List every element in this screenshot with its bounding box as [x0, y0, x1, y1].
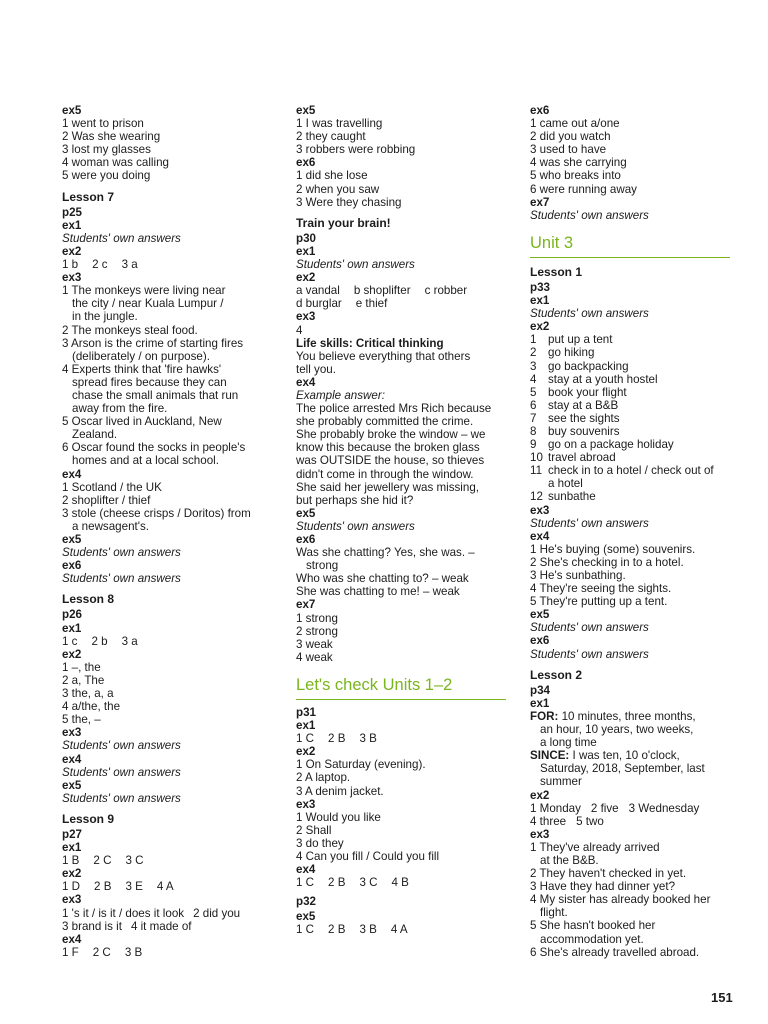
answer-line: 5 She hasn't booked her	[530, 919, 656, 933]
answer-line: Students' own answers	[530, 208, 649, 222]
answer-line: Students' own answers	[530, 621, 649, 635]
item-text: a hotel	[548, 477, 583, 491]
page-ref: p25	[62, 205, 82, 219]
numbered-row	[530, 346, 730, 359]
answer: 1 b	[62, 258, 79, 272]
exercise-label: ex4	[296, 375, 316, 389]
answer-line: 3 A denim jacket.	[296, 784, 384, 798]
answer-line: She said her jewellery was missing,	[296, 480, 479, 494]
answer: 1 D	[62, 880, 81, 894]
answer: 1 C	[296, 732, 315, 746]
answer-line: away from the fire.	[72, 402, 168, 416]
exercise-label: ex2	[62, 244, 82, 258]
exercise-label: ex3	[530, 503, 550, 517]
answer-line: 2 shoplifter / thief	[62, 493, 151, 507]
answer: 1 C	[296, 876, 315, 890]
exercise-label: ex5	[62, 778, 82, 792]
exercise-label: ex1	[62, 841, 82, 855]
answer-line: Students' own answers	[530, 307, 649, 321]
answer-line: Students' own answers	[296, 258, 415, 272]
answer-row	[62, 907, 274, 920]
item-text: go backpacking	[548, 359, 629, 373]
answer: e thief	[355, 297, 388, 311]
exercise-label: ex6	[530, 104, 550, 117]
page-ref: p34	[530, 683, 550, 697]
answer: d burglar	[296, 297, 342, 311]
answer-line: (deliberately / on purpose).	[72, 349, 210, 363]
numbered-row	[530, 373, 730, 386]
answer-line: 2 They haven't checked in yet.	[530, 867, 687, 881]
answer: 2 B	[328, 732, 346, 746]
exercise-label: ex4	[62, 752, 82, 766]
numbered-row	[530, 438, 730, 451]
for-label: FOR:	[530, 709, 559, 723]
answer-line: She probably broke the window – we	[296, 428, 486, 442]
answer: 2 C	[93, 854, 112, 868]
answer-line	[530, 749, 730, 762]
exercise-label: ex2	[530, 320, 550, 334]
answer-line: 1 He's buying (some) souvenirs.	[530, 542, 696, 556]
answer-line: 2 they caught	[296, 130, 366, 144]
answer-line: Students' own answers	[530, 647, 649, 661]
answer-row	[530, 815, 730, 828]
numbered-row	[530, 490, 730, 503]
answer: 1 F	[62, 945, 79, 959]
answer: 2 c	[92, 258, 108, 272]
answer: 1 C	[296, 923, 315, 937]
answer: 2 did you	[193, 906, 241, 920]
numbered-row	[530, 333, 730, 346]
numbered-row	[530, 464, 730, 477]
answer-line: 5 who breaks into	[530, 169, 621, 183]
lesson-heading: Lesson 9	[62, 811, 115, 826]
answer: b shoplifter	[353, 284, 411, 298]
answer-line: 1 did she lose	[296, 169, 368, 183]
item-number: 2	[530, 346, 537, 360]
answer-line: know this because the broken glass	[296, 441, 480, 455]
unit-heading: Let's check Units 1–2	[296, 675, 506, 700]
answer: 3 brand is it	[62, 919, 122, 933]
page-ref: p30	[296, 231, 316, 245]
answer: 3 C	[359, 876, 378, 890]
answer-line: 3 do they	[296, 836, 344, 850]
answer-line: Students' own answers	[530, 516, 649, 530]
unit-heading: Unit 3	[530, 233, 730, 258]
answer-line: 1 came out a/one	[530, 117, 620, 131]
answer-row	[62, 920, 274, 933]
answer-line: chase the small animals that run	[72, 388, 239, 402]
answer-line: 2 strong	[296, 624, 338, 638]
answer-line: 1 strong	[296, 611, 338, 625]
exercise-label: ex4	[296, 863, 316, 877]
answer-row	[296, 876, 506, 889]
answer-line: she probably committed the crime.	[296, 415, 474, 429]
answer: 3 C	[125, 854, 144, 868]
column-2	[296, 104, 506, 937]
item-text: check in to a hotel / check out of	[548, 464, 714, 478]
answer: 4 it made of	[130, 919, 192, 933]
answer-row	[530, 802, 730, 815]
answer: 3 B	[359, 923, 377, 937]
answer: 4 A	[156, 880, 174, 894]
answer-line: 4 a/the, the	[62, 700, 121, 714]
item-text: travel abroad	[548, 451, 616, 465]
answer-line: 2 The monkeys steal food.	[62, 323, 198, 337]
numbered-row	[530, 360, 730, 373]
exercise-label: ex7	[296, 598, 316, 612]
answer-line: 4 Can you fill / Could you fill	[296, 849, 440, 863]
item-number: 7	[530, 411, 537, 425]
answer-line: at the B&B.	[540, 853, 599, 867]
answer-line: 6 Oscar found the socks in people's	[62, 441, 246, 455]
item-number: 5	[530, 385, 537, 399]
answer-line: Students' own answers	[62, 572, 181, 586]
exercise-label: ex5	[296, 910, 316, 924]
answer-line: 3 weak	[296, 637, 333, 651]
answer: a vandal	[296, 284, 340, 298]
answer-line: 3 Were they chasing	[296, 195, 402, 209]
answer: 2 B	[94, 880, 112, 894]
exercise-label: ex5	[296, 104, 316, 117]
answer-line: Students' own answers	[62, 765, 181, 779]
lesson-heading: Lesson 7	[62, 189, 115, 204]
answer: 4 three	[530, 814, 567, 828]
exercise-label: ex4	[530, 529, 550, 543]
column-1	[62, 104, 274, 959]
answer-line: 2 did you watch	[530, 130, 611, 144]
answer-line: 1 I was travelling	[296, 117, 383, 131]
answer-line: The police arrested Mrs Rich because	[296, 402, 492, 416]
answer-line: 1 Would you like	[296, 810, 381, 824]
answer-row	[62, 880, 274, 893]
answer-line: spread fires because they can	[72, 375, 227, 389]
page-ref: p32	[296, 895, 316, 909]
answer-line: 1 On Saturday (evening).	[296, 758, 426, 772]
exercise-label: ex7	[530, 195, 550, 209]
lesson-heading: Lesson 1	[530, 264, 583, 279]
answer: 2 b	[91, 634, 108, 648]
answer: 3 B	[124, 945, 143, 959]
answer-line: a newsagent's.	[72, 519, 149, 533]
answer-line: Who was she chatting to? – weak	[296, 572, 469, 586]
exercise-label: ex2	[296, 271, 316, 285]
answer: 3 Wednesday	[628, 801, 700, 815]
answer-line: 5 the, –	[62, 713, 101, 727]
numbered-row	[530, 425, 730, 438]
answer-line: 2 a, The	[62, 673, 105, 687]
item-number: 3	[530, 359, 537, 373]
answer: 1 B	[62, 854, 80, 868]
answer-line	[530, 710, 730, 723]
numbered-row	[530, 386, 730, 399]
answer-line: summer	[540, 775, 582, 789]
answer-line: Saturday, 2018, September, last	[540, 762, 705, 776]
exercise-label: ex6	[62, 559, 82, 573]
answer-line: 1 Scotland / the UK	[62, 480, 162, 494]
column-3	[530, 104, 730, 959]
item-text: buy souvenirs	[548, 424, 620, 438]
answer: 1 c	[62, 634, 78, 648]
item-number: 6	[530, 398, 537, 412]
answer-row	[62, 854, 274, 867]
exercise-label: ex1	[296, 719, 316, 733]
answer-line: Students' own answers	[62, 791, 181, 805]
section-heading: Life skills: Critical thinking	[296, 336, 444, 350]
answer-line: didn't come in through the window.	[296, 467, 474, 481]
page-ref: p31	[296, 705, 316, 719]
item-text: book your flight	[548, 385, 627, 399]
exercise-label: ex4	[62, 467, 82, 481]
answer-line: 3 He's sunbathing.	[530, 569, 626, 582]
section-heading: Train your brain!	[296, 215, 391, 230]
answer-line: 3 the, a, a	[62, 687, 114, 701]
page-ref: p33	[530, 280, 550, 294]
answer-line: She was chatting to me! – weak	[296, 585, 460, 599]
item-number: 1	[530, 333, 537, 347]
exercise-label: ex1	[530, 294, 550, 308]
answer-row	[296, 297, 506, 310]
exercise-label: ex1	[62, 218, 82, 232]
answer: 2 C	[92, 945, 111, 959]
answer-line: 2 She's checking in to a hotel.	[530, 555, 684, 569]
answer: 5 two	[576, 814, 604, 828]
answer-line: homes and at a local school.	[72, 454, 219, 468]
answer-line: tell you.	[296, 362, 336, 376]
since-label: SINCE:	[530, 749, 570, 763]
answer-line: 4 They're seeing the sights.	[530, 582, 672, 596]
page-number: 151	[711, 990, 733, 1005]
answer-line: flight.	[540, 906, 568, 920]
answer: 3 E	[125, 880, 143, 894]
item-text: see the sights	[548, 411, 620, 425]
answer-line: a long time	[540, 736, 597, 750]
answer-line: 4 weak	[296, 650, 333, 664]
answer-line: 2 Shall	[296, 823, 332, 837]
exercise-label: ex6	[296, 533, 316, 546]
answer-line: 5 were you doing	[62, 169, 151, 183]
for-text: 10 minutes, three months,	[558, 709, 696, 723]
lesson-heading: Lesson 2	[530, 667, 583, 682]
exercise-label: ex5	[530, 608, 550, 622]
answer-line: 2 Was she wearing	[62, 130, 161, 144]
exercise-label: ex5	[296, 506, 316, 520]
answer: c robber	[424, 284, 468, 298]
since-text: I was ten, 10 o'clock,	[569, 749, 680, 763]
item-number: 4	[530, 372, 537, 386]
answer-line: accommodation yet.	[540, 932, 644, 946]
answer: 4 A	[390, 923, 408, 937]
answer: 2 B	[328, 876, 346, 890]
answer-line: Students' own answers	[62, 231, 181, 245]
numbered-row	[530, 399, 730, 412]
answer-line: Students' own answers	[62, 546, 181, 560]
answer-line: 1 –, the	[62, 660, 101, 674]
item-number: 12	[530, 490, 543, 504]
exercise-label: ex5	[62, 533, 82, 546]
page-ref: p27	[62, 827, 82, 841]
exercise-label: ex3	[296, 797, 316, 811]
answer-line: the city / near Kuala Lumpur /	[72, 297, 224, 311]
item-text: stay at a youth hostel	[548, 372, 658, 386]
answer-row	[62, 946, 274, 959]
answer-line: 4	[296, 323, 303, 337]
numbered-row	[530, 451, 730, 464]
answer-row	[62, 258, 274, 271]
item-number: 9	[530, 438, 537, 452]
answer-line: 2 A laptop.	[296, 771, 351, 785]
answer: 3 a	[121, 634, 138, 648]
answer-line: 1 They've already arrived	[530, 840, 660, 854]
answer-row	[296, 284, 506, 297]
answer-line: but perhaps she hid it?	[296, 493, 414, 507]
answer-line: Zealand.	[72, 428, 118, 442]
answer-line: 6 were running away	[530, 182, 637, 196]
answer: 2 five	[590, 801, 619, 815]
exercise-label: ex1	[530, 696, 550, 710]
exercise-label: ex3	[296, 310, 316, 324]
exercise-label: ex1	[62, 621, 82, 635]
numbered-row	[530, 412, 730, 425]
item-text: stay at a B&B	[548, 398, 619, 412]
exercise-label: ex3	[62, 271, 82, 285]
answer-line: Students' own answers	[62, 739, 181, 753]
lesson-heading: Lesson 8	[62, 592, 115, 607]
answer-line: Was she chatting? Yes, she was. –	[296, 546, 475, 560]
answer: 3 B	[359, 732, 377, 746]
answer-line: 5 They're putting up a tent.	[530, 595, 668, 609]
item-text: go on a package holiday	[548, 438, 674, 452]
answer-line: was OUTSIDE the house, so thieves	[296, 454, 485, 468]
answer-line: 1 went to prison	[62, 117, 144, 131]
answer-line: 6 She's already travelled abroad.	[530, 945, 700, 959]
answer: 1 Monday	[530, 801, 581, 815]
answer-line: 2 when you saw	[296, 182, 380, 196]
item-number: 10	[530, 451, 543, 465]
answer-line: Students' own answers	[296, 519, 415, 533]
answer: 2 B	[328, 923, 346, 937]
answer-line: You believe everything that others	[296, 349, 471, 363]
answer-line: 1 The monkeys were living near	[62, 284, 226, 298]
answer-line: 4 was she carrying	[530, 156, 627, 170]
answer-line: 4 woman was calling	[62, 156, 169, 170]
exercise-label: ex2	[296, 745, 316, 759]
answer-line: 3 robbers were robbing	[296, 143, 416, 157]
answer-line: 3 used to have	[530, 143, 607, 157]
answer-line: strong	[306, 559, 339, 573]
answer: 3 a	[121, 258, 138, 272]
exercise-label: ex4	[62, 932, 82, 946]
exercise-label: ex3	[62, 893, 82, 907]
page-ref: p26	[62, 608, 82, 622]
answer-line: 3 stole (cheese crisps / Doritos) from	[62, 506, 251, 520]
item-text: go hiking	[548, 346, 595, 360]
exercise-label: ex1	[296, 244, 316, 258]
answer-line: 4 My sister has already booked her	[530, 893, 711, 907]
exercise-label: ex5	[62, 104, 82, 117]
item-text: sunbathe	[548, 490, 596, 504]
answer-row	[62, 635, 274, 648]
answer-line: 3 Have they had dinner yet?	[530, 880, 676, 894]
answer: 4 B	[391, 876, 409, 890]
exercise-label: ex2	[62, 867, 82, 881]
numbered-row	[530, 477, 730, 490]
item-number: 8	[530, 424, 537, 438]
answer-row	[296, 732, 506, 745]
answer-row	[296, 923, 506, 936]
answer-line: in the jungle.	[72, 310, 138, 324]
answer-line: Example answer:	[296, 388, 385, 402]
exercise-label: ex6	[296, 156, 316, 170]
exercise-label: ex2	[530, 788, 550, 802]
item-number: 11	[530, 464, 543, 478]
exercise-label: ex2	[62, 647, 82, 661]
exercise-label: ex6	[530, 634, 550, 648]
item-text: put up a tent	[548, 333, 613, 347]
answer-line: 3 lost my glasses	[62, 143, 151, 157]
exercise-label: ex3	[62, 726, 82, 740]
exercise-label: ex3	[530, 827, 550, 841]
answer-line: 4 Experts think that 'fire hawks'	[62, 362, 222, 376]
answer: 1 's it / is it / does it look	[62, 906, 185, 920]
answer-line: an hour, 10 years, two weeks,	[540, 723, 694, 737]
answer-line: 5 Oscar lived in Auckland, New	[62, 415, 222, 429]
answer-line: 3 Arson is the crime of starting fires	[62, 336, 244, 350]
